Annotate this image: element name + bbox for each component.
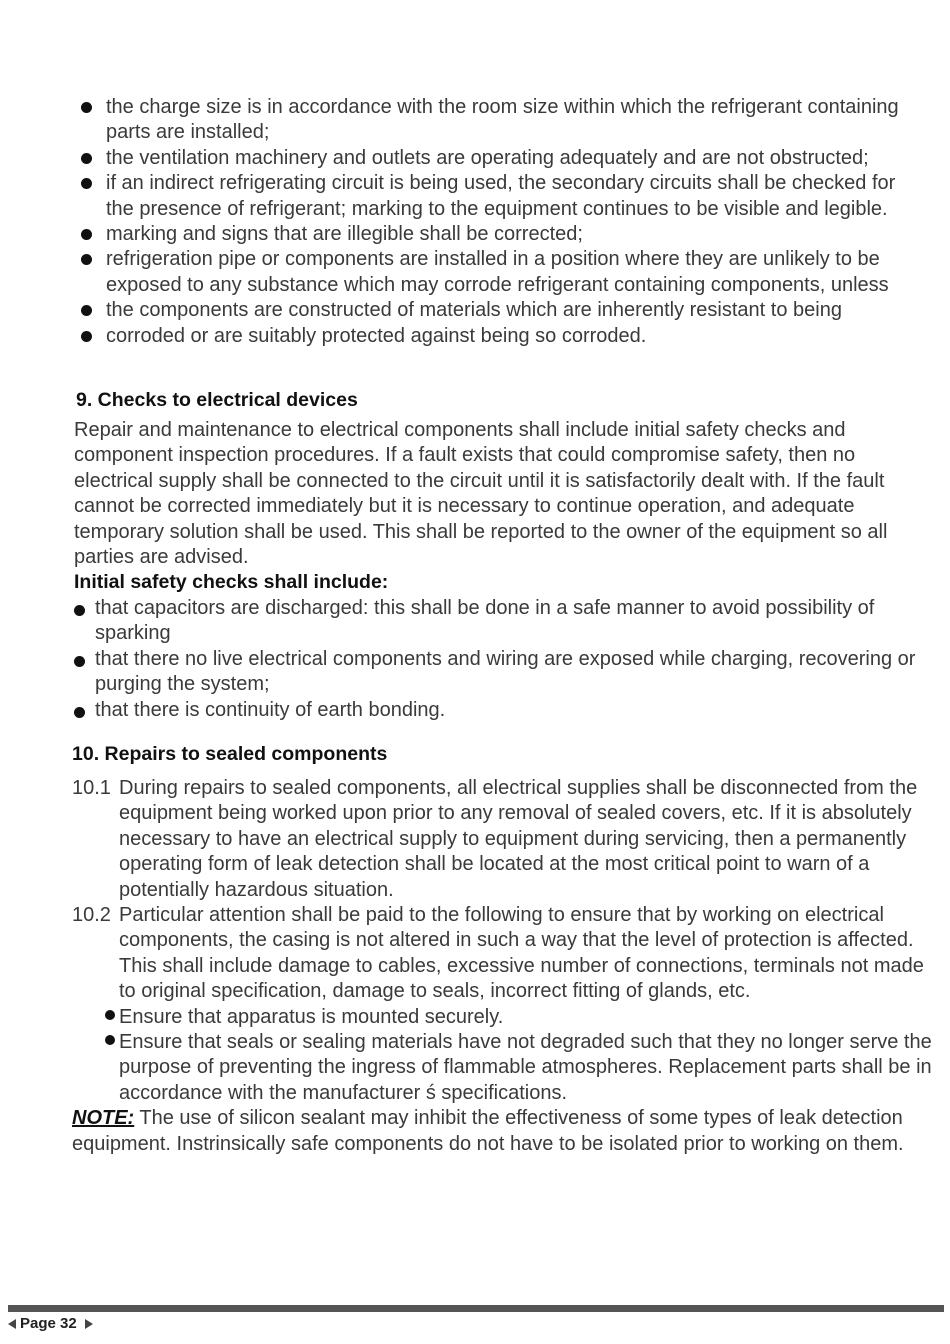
bullet-icon: [81, 229, 92, 240]
note-label: NOTE:: [72, 1107, 135, 1130]
bullet-icon: [81, 178, 92, 189]
list-item: that capacitors are discharged: this shall be done in a safe manner to avoid possibility of sparking: [72, 596, 922, 647]
bullet-icon: [74, 605, 85, 616]
list-item: marking and signs that are illegible shall be corrected;: [78, 222, 918, 247]
list-item: if an indirect refrigerating circuit is being used, the secondary circuits shall be checked for the presence of refrigerant; marking to the equipment continues to be visible and legible.: [78, 171, 918, 222]
page-footer: [8, 1314, 93, 1334]
item-number: 10.1: [72, 777, 111, 799]
section-9-paragraph: Repair and maintenance to electrical components shall include initial safety checks and component inspection procedures. If a fault exists that could compromise safety, then no electrical supply shall be connected to the circuit until it is satisfactorily dealt with. If the fault cannot be corrected immediately but it is necessary to continue operation, and adequate temporary solution shall be used. This shall be reported to the owner of the equipment so all parties are advised.: [74, 419, 888, 569]
section-10-heading: 10. Repairs to sealed components: [72, 743, 388, 765]
note-text: The use of silicon sealant may inhibit the effectiveness of some types of leak detection equipment. Instrinsically safe components do not have to be isolated prior to working on them.: [72, 1107, 904, 1155]
list-item: that there no live electrical components and wiring are exposed while charging, recovering or purging the system;: [72, 647, 922, 698]
numbered-item: [72, 776, 934, 903]
list-item: that there is continuity of earth bonding.: [72, 698, 922, 723]
section-10-body: [72, 776, 934, 1157]
bullet-icon: [81, 331, 92, 342]
bullet-icon: [74, 656, 85, 667]
numbered-item: [72, 903, 934, 1005]
bullet-icon: [81, 153, 92, 164]
next-page-icon[interactable]: [85, 1319, 93, 1329]
bullet-icon: [74, 707, 85, 718]
top-bullet-list: [78, 95, 918, 349]
note-paragraph: [72, 1106, 934, 1157]
list-item: Ensure that seals or sealing materials have not degraded such that they no longer serve the purpose of preventing the ingress of flammable atmospheres. Replacement parts shall be in accordance with the manufacturer ś specifications.: [119, 1030, 934, 1106]
previous-page-icon[interactable]: [8, 1319, 16, 1329]
sub-bullet-list: [72, 1005, 934, 1107]
bullet-icon: [105, 1010, 115, 1020]
list-item: the ventilation machinery and outlets are operating adequately and are not obstructed;: [78, 146, 918, 171]
list-item: refrigeration pipe or components are installed in a position where they are unlikely to be exposed to any substance which may corrode refrigerant containing components, unless: [78, 247, 918, 298]
bullet-icon: [105, 1035, 115, 1045]
list-item: the components are constructed of materials which are inherently resistant to being: [78, 298, 918, 323]
safety-checks-list: [72, 596, 922, 723]
list-item: corroded or are suitably protected against being so corroded.: [78, 324, 918, 349]
bullet-icon: [81, 102, 92, 113]
item-text: During repairs to sealed components, all electrical supplies shall be disconnected from the equipment being worked upon prior to any removal of sealed covers, etc. If it is absolutely necessary to have an electrical supply to equipment during servicing, then a permanently operating form of leak detection shall be located at the most critical point to warn of a potentially hazardous situation.: [119, 777, 918, 901]
bullet-icon: [81, 254, 92, 265]
section-9-heading: 9. Checks to electrical devices: [76, 389, 358, 411]
bullet-icon: [81, 305, 92, 316]
list-item: Ensure that apparatus is mounted securely.: [119, 1005, 934, 1030]
page-number: Page 32: [20, 1315, 77, 1332]
item-number: 10.2: [72, 904, 111, 927]
section-9-subheading: Initial safety checks shall include:: [74, 571, 389, 593]
list-item: the charge size is in accordance with the room size within which the refrigerant containing parts are installed;: [78, 95, 918, 146]
footer-divider: [8, 1305, 944, 1312]
item-text: Particular attention shall be paid to the following to ensure that by working on electrical components, the casing is not altered in such a way that the level of protection is affected. This shall include damage to cables, excessive number of connections, terminals not made to original specification, damage to seals, incorrect fitting of glands, etc.: [119, 904, 924, 1003]
